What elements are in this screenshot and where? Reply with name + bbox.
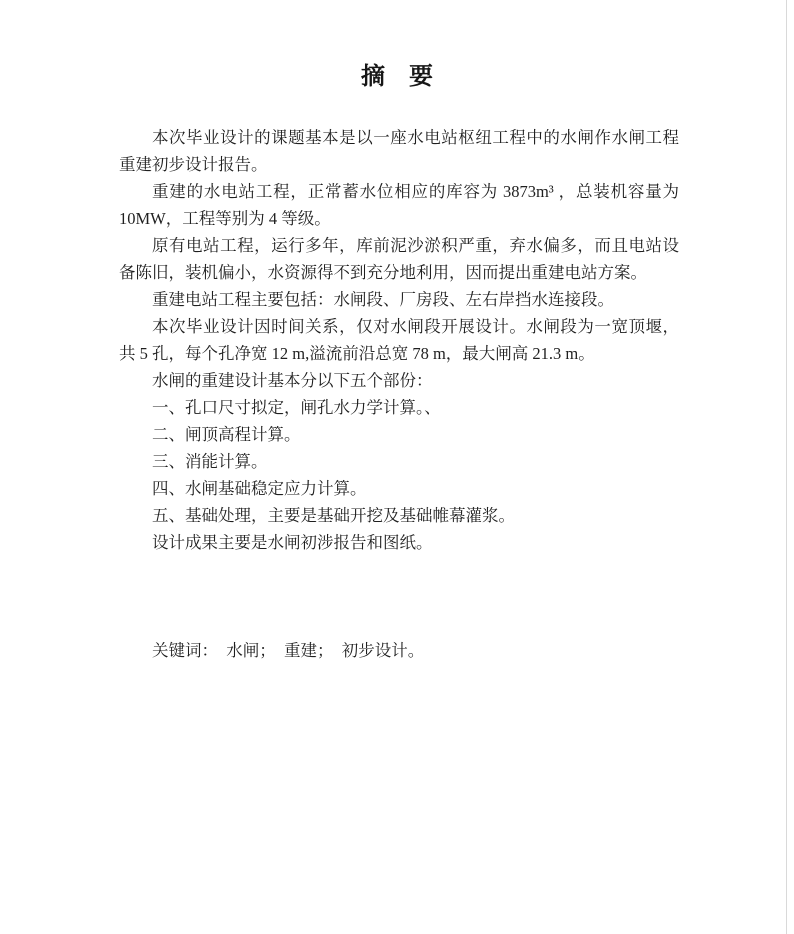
paragraph-old-station: 原有电站工程，运行多年，库前泥沙淤积严重，弃水偏多，而且电站设备陈旧，装机偏小，水资源得不到充分地利用，因而提出重建电站方案。 [119,236,679,282]
list-item-1: 一、孔口尺寸拟定，闸孔水力学计算。、 [152,398,441,417]
list-item-2: 二、闸顶高程计算。 [152,425,301,444]
paragraph-results: 设计成果主要是水闸初涉报告和图纸。 [152,533,433,552]
paragraph-project-stats: 重建的水电站工程，正常蓄水位相应的库容为 3873m³ ，总装机容量为 10MW，工程等别为 4 等级。 [119,182,679,228]
paragraph-gate-section: 本次毕业设计因时间关系，仅对水闸段开展设计。水闸段为一宽顶堰，共 5 孔，每个孔净宽 12 m,溢流前沿总宽 78 m，最大闸高 21.3 m。 [119,317,679,363]
list-item-5: 五、基础处理，主要是基础开挖及基础帷幕灌浆。 [152,506,515,525]
page-title: 摘 要 [361,64,433,90]
abstract-body [119,124,679,664]
paragraph-intro: 本次毕业设计的课题基本是以一座水电站枢纽工程中的水闸作水闸工程重建初步设计报告。 [119,128,679,174]
paragraph-design-parts-lead: 水闸的重建设计基本分以下五个部份： [152,371,433,390]
list-item-4: 四、水闸基础稳定应力计算。 [152,479,367,498]
keywords-line: 关键词： 水闸； 重建； 初步设计。 [152,641,425,660]
list-item-3: 三、消能计算。 [152,452,268,471]
paragraph-scope: 重建电站工程主要包括：水闸段、厂房段、左右岸挡水连接段。 [152,290,614,309]
scan-edge-line [786,0,787,934]
